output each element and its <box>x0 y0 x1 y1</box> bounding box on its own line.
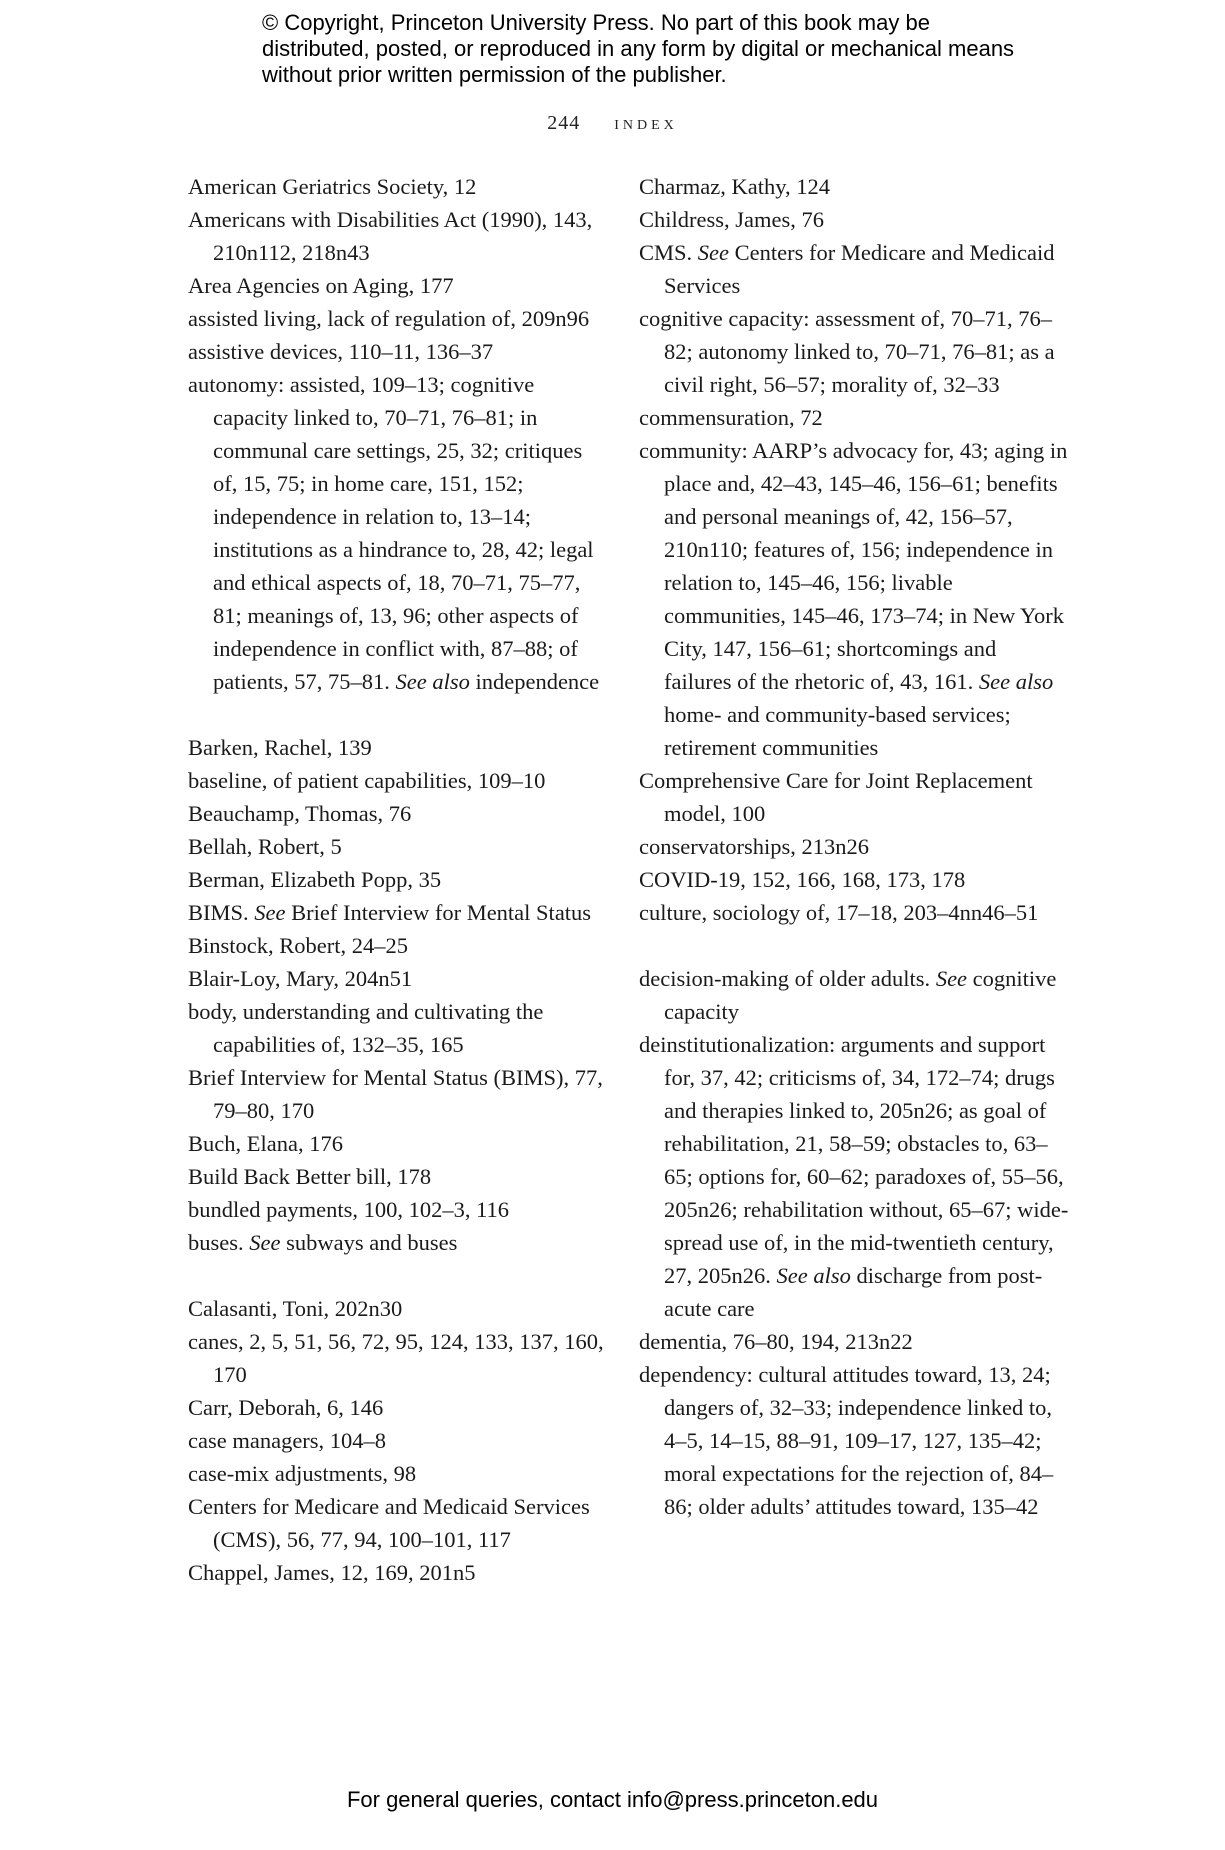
see-reference-target: independence <box>469 669 600 694</box>
index-entry <box>639 236 1069 302</box>
index-entry <box>188 896 608 929</box>
index-entry <box>639 896 1069 929</box>
entry-text: Americans with Disabilities Act (1990), 143, 210n112, 218n43 <box>188 207 593 265</box>
index-entry <box>639 962 1069 1028</box>
index-entry <box>188 302 608 335</box>
index-entry <box>188 1061 608 1127</box>
entry-text: deinstitutionalization: arguments and support for, 37, 42; criticisms of, 34, 172–74; drugs and therapies linked to, 205n26; as goal of rehabilitation, 21, 58–59; obstacles to, 63–65; options for, 60–62; paradoxes of, 55–56, 205n26; rehabilitation without, 65–67; widespread use of, in the mid-twentieth century, 27, 205n26. <box>639 1032 1069 1288</box>
index-entry <box>188 797 608 830</box>
index-entry <box>188 962 608 995</box>
entry-text: commensuration, 72 <box>639 405 823 430</box>
see-reference-target: cognitive capacity <box>664 966 1057 1024</box>
see-reference-target: discharge from post-acute care <box>664 1263 1043 1321</box>
entry-text: Brief Interview for Mental Status (BIMS), 77, 79–80, 170 <box>188 1065 603 1123</box>
see-reference-label: See also <box>395 669 470 694</box>
see-reference-label: See <box>254 900 286 925</box>
entry-text: Buch, Elana, 176 <box>188 1131 343 1156</box>
index-entry <box>188 1292 608 1325</box>
see-reference-target: subways and buses <box>280 1230 458 1255</box>
entry-text: buses. <box>188 1230 244 1255</box>
index-entry <box>188 1490 608 1556</box>
entry-text: dependency: cultural attitudes toward, 13, 24; dangers of, 32–33; independence linked to, 4–5, 14–15, 88–91, 109–17, 127, 135–42; moral expectations for the rejection of, 84–86; older adults’ attitudes toward, 135–42 <box>639 1362 1054 1519</box>
footer-contact: For general queries, contact info@press.princeton.edu <box>346 1787 879 1812</box>
index-entry <box>639 830 1069 863</box>
entry-text: assistive devices, 110–11, 136–37 <box>188 339 494 364</box>
index-entry <box>188 368 608 698</box>
index-entry <box>188 1193 608 1226</box>
entry-text: Barken, Rachel, 139 <box>188 735 372 760</box>
index-entry <box>188 1325 608 1391</box>
index-entry <box>188 731 608 764</box>
entry-text: Berman, Elizabeth Popp, 35 <box>188 867 442 892</box>
entry-text: BIMS. <box>188 900 249 925</box>
index-entry <box>639 302 1069 401</box>
section-title: index <box>614 112 678 134</box>
index-entry <box>639 764 1069 830</box>
index-entry <box>639 170 1069 203</box>
entry-text: culture, sociology of, 17–18, 203–4nn46–51 <box>639 900 1039 925</box>
see-reference-target: Centers for Medicare and Medicaid Services <box>664 240 1055 298</box>
entry-text: decision-making of older adults. <box>639 966 931 991</box>
index-entry <box>188 764 608 797</box>
index-entry <box>188 203 608 269</box>
entry-text: case-mix adjustments, 98 <box>188 1461 417 1486</box>
index-entry <box>188 830 608 863</box>
entry-text: Bellah, Robert, 5 <box>188 834 342 859</box>
entry-text: canes, 2, 5, 51, 56, 72, 95, 124, 133, 137, 160, 170 <box>188 1329 604 1387</box>
index-entry <box>188 1391 608 1424</box>
index-entry <box>188 170 608 203</box>
entry-text: Blair-Loy, Mary, 204n51 <box>188 966 413 991</box>
see-reference-label: See <box>249 1230 281 1255</box>
index-entry <box>639 203 1069 236</box>
letter-group-gap <box>188 1259 608 1292</box>
copyright-notice: © Copyright, Princeton University Press. No part of this book may be distributed, posted, or reproduced in any form by digital or mechanical means without prior written permission of the publisher. <box>262 10 1015 87</box>
index-entry <box>188 995 608 1061</box>
index-entry <box>188 1226 608 1259</box>
entry-text: Calasanti, Toni, 202n30 <box>188 1296 403 1321</box>
letter-group-gap <box>188 698 608 731</box>
entry-text: Area Agencies on Aging, 177 <box>188 273 454 298</box>
index-entry <box>188 1457 608 1490</box>
entry-text: baseline, of patient capabilities, 109–10 <box>188 768 546 793</box>
index-entry <box>188 1160 608 1193</box>
see-reference-label: See <box>935 966 968 991</box>
entry-text: CMS. <box>639 240 693 265</box>
entry-text: cognitive capacity: assessment of, 70–71, 76–82; autonomy linked to, 70–71, 76–81; as a civil right, 56–57; morality of, 32–33 <box>639 306 1055 397</box>
index-entry <box>188 929 608 962</box>
index-entry <box>639 401 1069 434</box>
entry-text: conservatorships, 213n26 <box>639 834 869 859</box>
entry-text: Charmaz, Kathy, 124 <box>639 174 830 199</box>
entry-text: Centers for Medicare and Medicaid Services (CMS), 56, 77, 94, 100–101, 117 <box>188 1494 590 1552</box>
page-number: 244 <box>547 112 581 134</box>
entry-text: body, understanding and cultivating the capabilities of, 132–35, 165 <box>188 999 544 1057</box>
entry-text: Chappel, James, 12, 169, 201n5 <box>188 1560 476 1585</box>
index-entry <box>188 335 608 368</box>
entry-text: Comprehensive Care for Joint Replacement model, 100 <box>639 768 1033 826</box>
running-head <box>0 112 1225 135</box>
index-column-left <box>188 170 608 1589</box>
entry-text: American Geriatrics Society, 12 <box>188 174 477 199</box>
entry-text: case managers, 104–8 <box>188 1428 387 1453</box>
entry-text: dementia, 76–80, 194, 213n22 <box>639 1329 913 1354</box>
see-reference-label: See <box>697 240 730 265</box>
see-reference-target: Brief Interview for Mental Status <box>285 900 592 925</box>
see-reference-label: See also <box>776 1263 851 1288</box>
index-entry <box>639 1358 1069 1523</box>
index-entry <box>188 863 608 896</box>
entry-text: autonomy: assisted, 109–13; cognitive capacity linked to, 70–71, 76–81; in communal care settings, 25, 32; critiques of, 15, 75; in home care, 151, 152; independence in relation to, 13–14; institutions as a hindrance to, 28, 42; legal and ethical aspects of, 18, 70–71, 75–77, 81; meanings of, 13, 96; other aspects of independence in conflict with, 87–88; of patients, 57, 75–81. <box>188 372 594 694</box>
entry-text: Binstock, Robert, 24–25 <box>188 933 408 958</box>
see-reference-target: home- and community-based services; retirement communities <box>664 702 1011 760</box>
see-reference-label: See also <box>978 669 1054 694</box>
index-entry <box>188 1556 608 1589</box>
index-entry <box>188 269 608 302</box>
entry-text: Beauchamp, Thomas, 76 <box>188 801 412 826</box>
index-entry <box>639 863 1069 896</box>
entry-text: community: AARP’s advocacy for, 43; aging in place and, 42–43, 145–46, 156–61; benefits and personal meanings of, 42, 156–57, 210n110; features of, 156; independence in relation to, 145–46, 156; livable communities, 145–46, 173–74; in New York City, 147, 156–61; shortcomings and failures of the rhetoric of, 43, 161. <box>639 438 1068 694</box>
letter-group-gap <box>639 929 1069 962</box>
entry-text: assisted living, lack of regulation of, 209n96 <box>188 306 590 331</box>
entry-text: Childress, James, 76 <box>639 207 824 232</box>
entry-text: Build Back Better bill, 178 <box>188 1164 432 1189</box>
index-entry <box>639 434 1069 764</box>
index-column-right <box>639 170 1069 1523</box>
index-entry <box>639 1325 1069 1358</box>
entry-text: COVID-19, 152, 166, 168, 173, 178 <box>639 867 966 892</box>
entry-text: bundled payments, 100, 102–3, 116 <box>188 1197 510 1222</box>
index-entry <box>639 1028 1069 1325</box>
index-entry <box>188 1127 608 1160</box>
index-entry <box>188 1424 608 1457</box>
entry-text: Carr, Deborah, 6, 146 <box>188 1395 384 1420</box>
